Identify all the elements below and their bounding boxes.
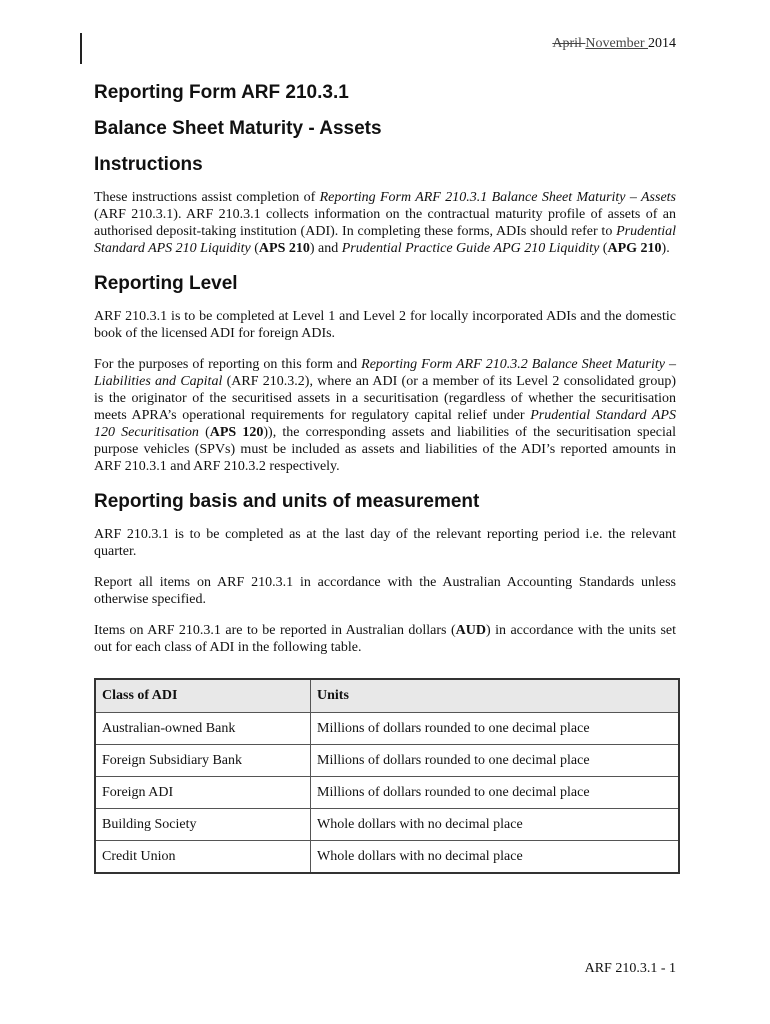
table-row — [95, 745, 679, 777]
text-run: ) in accordance with the units set out for each class of ADI in the following table. — [94, 623, 676, 655]
column-header-class: Class of ADI — [95, 679, 311, 713]
table-row — [95, 713, 679, 745]
reporting-level-heading: Reporting Level — [94, 273, 238, 294]
bold-abbreviation: APS 210 — [258, 241, 310, 256]
text-run: ( — [250, 241, 259, 256]
document-body — [94, 82, 676, 874]
page-footer-label: ARF 210.3.1 - 1 — [584, 961, 676, 976]
form-subtitle: Balance Sheet Maturity - Assets — [94, 118, 382, 139]
text-run: )), the corresponding assets and liabilities of the securitisation special purpose vehicles (SPVs) must be included as assets and liabilities of the ADI’s reported amounts in ARF 210.3.1 and ARF 210.3.2 respectively. — [94, 425, 677, 474]
text-run: (ARF 210.3.1). ARF 210.3.1 collects information on the contractual maturity profile of assets of an authorised deposit-taking institution (ADI). In completing these forms, ADIs should refer to — [94, 207, 676, 239]
text-run: Items on ARF 210.3.1 are to be reported in Australian dollars ( — [94, 623, 456, 638]
reporting-level-paragraph-2 — [94, 356, 676, 475]
document-date — [552, 36, 676, 52]
table-row — [95, 809, 679, 841]
text-run: ( — [599, 241, 608, 256]
bold-abbreviation: AUD — [455, 623, 486, 638]
cell-units: Whole dollars with no decimal place — [311, 841, 680, 874]
italic-reference: Prudential Practice Guide APG 210 Liquidity — [341, 241, 600, 256]
table-row — [95, 777, 679, 809]
cell-units: Millions of dollars rounded to one decimal place — [311, 777, 680, 809]
adi-units-table — [94, 678, 680, 874]
text-run: ). — [661, 241, 670, 256]
instructions-heading: Instructions — [94, 154, 203, 175]
cell-class: Credit Union — [95, 841, 311, 874]
text-run: ( — [198, 425, 210, 440]
instructions-paragraph — [94, 189, 676, 257]
change-bar — [80, 33, 82, 64]
italic-reference: Reporting Form ARF 210.3.2 Balance Sheet Maturity – Liabilities and Capital — [94, 357, 676, 389]
cell-class: Building Society — [95, 809, 311, 841]
cell-units: Millions of dollars rounded to one decimal place — [311, 713, 680, 745]
form-title: Reporting Form ARF 210.3.1 — [94, 82, 349, 103]
bold-abbreviation: APG 210 — [607, 241, 662, 256]
date-inserted-text: November — [585, 36, 648, 51]
italic-reference: Prudential Standard APS 210 Liquidity — [94, 224, 676, 256]
italic-reference: Reporting Form ARF 210.3.1 Balance Sheet Maturity – Assets — [319, 190, 677, 205]
cell-class: Australian-owned Bank — [95, 713, 311, 745]
cell-class: Foreign Subsidiary Bank — [95, 745, 311, 777]
text-run: (ARF 210.3.2), where an ADI (or a member of its Level 2 consolidated group) is the originator of the securitised assets in a securitisation (regardless of whether the securitisation meets APRA’s operational requirements for regulatory capital relief under — [94, 374, 676, 423]
table-row — [95, 841, 679, 874]
basis-heading: Reporting basis and units of measurement — [94, 491, 480, 512]
reporting-level-paragraph-1: ARF 210.3.1 is to be completed at Level 1 and Level 2 for locally incorporated ADIs and the domestic book of the licensed ADI for foreign ADIs. — [94, 309, 676, 341]
text-run: For the purposes of reporting on this form and — [94, 357, 362, 372]
basis-paragraph-3 — [94, 622, 676, 656]
text-run: These instructions assist completion of — [94, 190, 320, 205]
column-header-units: Units — [311, 679, 680, 713]
basis-paragraph-2: Report all items on ARF 210.3.1 in accordance with the Australian Accounting Standards unless otherwise specified. — [94, 575, 676, 607]
date-deleted-text: April — [552, 36, 586, 51]
text-run: ) and — [309, 241, 342, 256]
bold-abbreviation: APS 120 — [209, 425, 264, 440]
basis-paragraph-1: ARF 210.3.1 is to be completed as at the last day of the relevant reporting period i.e. the relevant quarter. — [94, 527, 676, 559]
cell-units: Millions of dollars rounded to one decimal place — [311, 745, 680, 777]
italic-reference: Prudential Standard APS 120 Securitisation — [94, 408, 676, 440]
table-header-row — [95, 679, 679, 713]
date-year: 2014 — [648, 36, 676, 51]
cell-class: Foreign ADI — [95, 777, 311, 809]
cell-units: Whole dollars with no decimal place — [311, 809, 680, 841]
